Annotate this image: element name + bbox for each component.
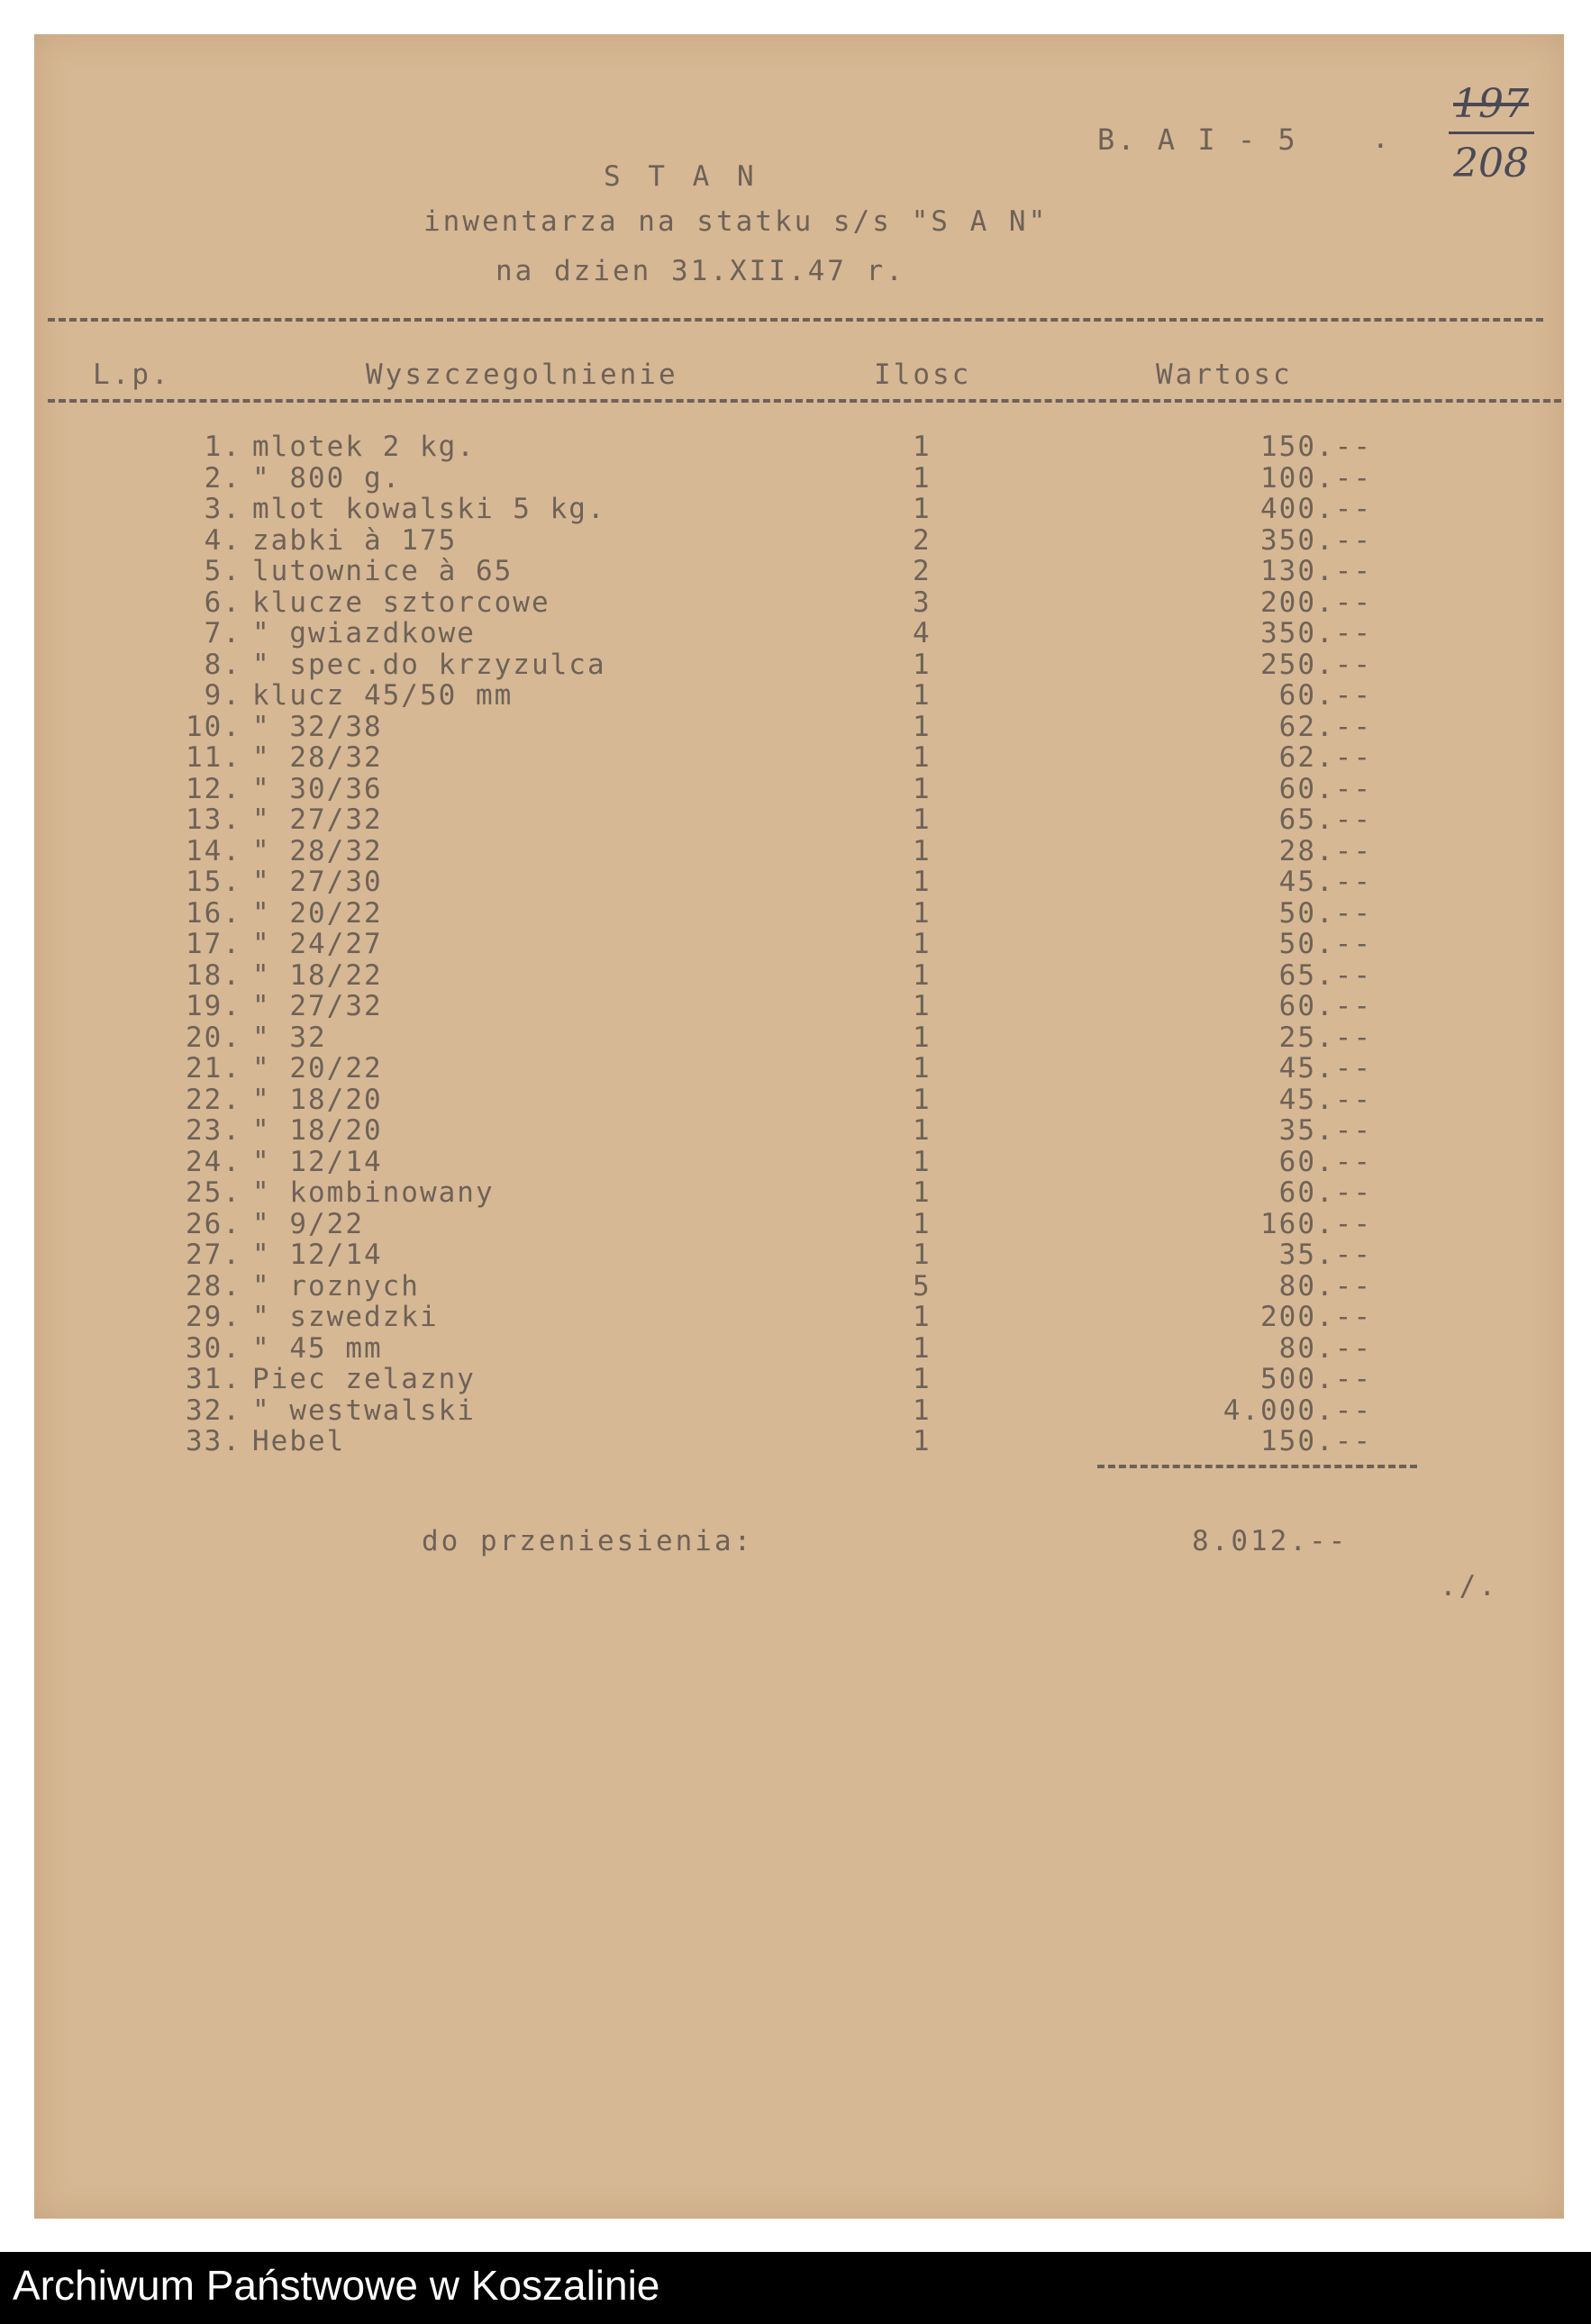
item-name: " 20/22 — [252, 1052, 383, 1085]
item-value: 60.-- — [1278, 772, 1372, 805]
item-quantity: 4 — [913, 617, 932, 649]
table-row — [34, 462, 1564, 493]
table-row — [34, 897, 1564, 928]
row-number: 3. — [204, 493, 241, 525]
table-row — [34, 1208, 1564, 1239]
item-name: " 18/22 — [252, 958, 383, 992]
item-quantity: 1 — [913, 1207, 932, 1240]
table-row — [34, 1270, 1564, 1301]
column-header-value: Wartosc — [1156, 359, 1293, 391]
header-rule-top — [48, 318, 1543, 322]
row-number: 23. — [186, 1114, 241, 1147]
item-value: 50.-- — [1278, 928, 1372, 960]
item-name: " 28/32 — [252, 741, 383, 774]
item-name: " roznych — [252, 1269, 420, 1303]
item-quantity: 1 — [913, 648, 932, 681]
item-quantity: 1 — [913, 834, 932, 867]
item-value: 50.-- — [1278, 896, 1372, 930]
row-number: 26. — [186, 1207, 241, 1240]
row-number: 10. — [186, 710, 241, 743]
table-row — [34, 649, 1564, 679]
item-quantity: 5 — [913, 1269, 932, 1303]
row-number: 7. — [204, 617, 241, 649]
table-row — [34, 617, 1564, 648]
item-quantity: 1 — [913, 1363, 932, 1395]
sum-rule — [1097, 1465, 1417, 1468]
item-quantity: 1 — [913, 1393, 932, 1427]
item-value: 350.-- — [1260, 523, 1372, 557]
item-name: mlot kowalski 5 kg. — [252, 493, 606, 525]
item-quantity: 3 — [913, 586, 932, 619]
item-quantity: 1 — [913, 1425, 932, 1457]
item-value: 350.-- — [1260, 617, 1372, 649]
row-number: 11. — [186, 741, 241, 774]
item-value: 100.-- — [1260, 461, 1372, 495]
carry-over-label: do przeniesienia: — [422, 1525, 754, 1557]
item-value: 62.-- — [1278, 710, 1372, 743]
item-quantity: 1 — [913, 772, 932, 805]
item-name: " 18/20 — [252, 1083, 383, 1116]
document-date: na dzien 31.XII.47 r. — [495, 255, 905, 287]
table-row — [34, 586, 1564, 617]
item-quantity: 1 — [913, 1301, 932, 1333]
item-quantity: 1 — [913, 710, 932, 743]
item-name: " 30/36 — [252, 772, 383, 805]
item-value: 200.-- — [1260, 586, 1372, 619]
archive-name: Archiwum Państwowe w Koszalinie — [13, 2262, 660, 2309]
item-name: " 24/27 — [252, 928, 383, 960]
table-row — [34, 555, 1564, 586]
item-quantity: 2 — [913, 523, 932, 557]
item-quantity: 1 — [913, 1114, 932, 1147]
table-row — [34, 679, 1564, 710]
item-value: 25.-- — [1278, 1021, 1372, 1054]
item-value: 500.-- — [1260, 1363, 1372, 1395]
table-row — [34, 711, 1564, 741]
header-rule-bottom — [48, 399, 1561, 403]
item-value: 60.-- — [1278, 1176, 1372, 1209]
document-page — [34, 34, 1564, 2219]
row-number: 24. — [186, 1145, 241, 1178]
item-name: " spec.do krzyzulca — [252, 648, 606, 681]
item-name: " 27/32 — [252, 990, 383, 1022]
item-quantity: 1 — [913, 1239, 932, 1271]
item-name: " westwalski — [252, 1393, 476, 1427]
archive-footer — [0, 2252, 1591, 2324]
item-name: " 32/38 — [252, 710, 383, 743]
item-value: 80.-- — [1278, 1331, 1372, 1365]
row-number: 9. — [204, 679, 241, 712]
row-number: 29. — [186, 1301, 241, 1333]
item-quantity: 1 — [913, 958, 932, 992]
item-quantity: 1 — [913, 1083, 932, 1116]
item-name: " kombinowany — [252, 1176, 495, 1209]
item-name: " 28/32 — [252, 834, 383, 867]
item-name: " 800 g. — [252, 461, 402, 495]
row-number: 17. — [186, 928, 241, 960]
row-number: 20. — [186, 1021, 241, 1054]
row-number: 16. — [186, 896, 241, 930]
item-quantity: 1 — [913, 1176, 932, 1209]
continuation-mark: ./. — [1440, 1570, 1498, 1602]
item-quantity: 1 — [913, 493, 932, 525]
item-name: " 12/14 — [252, 1145, 383, 1178]
item-quantity: 1 — [913, 1052, 932, 1085]
item-name: zabki à 175 — [252, 523, 458, 557]
item-value: 35.-- — [1278, 1114, 1372, 1147]
item-value: 250.-- — [1260, 648, 1372, 681]
table-row — [34, 493, 1564, 523]
item-name: " 18/20 — [252, 1114, 383, 1147]
item-name: mlotek 2 kg. — [252, 431, 476, 463]
item-value: 65.-- — [1278, 958, 1372, 992]
table-row — [34, 1425, 1564, 1456]
item-value: 80.-- — [1278, 1269, 1372, 1303]
table-row — [34, 1394, 1564, 1425]
item-value: 65.-- — [1278, 803, 1372, 836]
page-number-crossed: 197 — [1453, 81, 1529, 127]
carry-over-value: 8.012.-- — [1192, 1525, 1349, 1557]
table-row — [34, 773, 1564, 803]
table-row — [34, 866, 1564, 896]
item-value: 45.-- — [1278, 1052, 1372, 1085]
column-header-name: Wyszczegolnienie — [366, 359, 678, 391]
item-quantity: 1 — [913, 866, 932, 898]
row-number: 32. — [186, 1393, 241, 1427]
item-quantity: 1 — [913, 990, 932, 1022]
row-number: 28. — [186, 1269, 241, 1303]
item-value: 130.-- — [1260, 555, 1372, 587]
row-number: 31. — [186, 1363, 241, 1395]
table-row — [34, 431, 1564, 461]
row-number: 13. — [186, 803, 241, 836]
item-quantity: 1 — [913, 928, 932, 960]
item-name: lutownice à 65 — [252, 555, 514, 587]
column-header-qty: Ilosc — [874, 359, 972, 391]
row-number: 27. — [186, 1239, 241, 1271]
row-number: 18. — [186, 958, 241, 992]
item-value: 35.-- — [1278, 1239, 1372, 1271]
item-quantity: 1 — [913, 1145, 932, 1178]
item-quantity: 2 — [913, 555, 932, 587]
table-row — [34, 1114, 1564, 1145]
item-value: 28.-- — [1278, 834, 1372, 867]
item-name: klucz 45/50 mm — [252, 679, 514, 712]
document-title: S T A N — [604, 160, 759, 193]
item-quantity: 1 — [913, 803, 932, 836]
item-name: " 27/32 — [252, 803, 383, 836]
item-value: 4.000.-- — [1223, 1393, 1372, 1427]
reference-code: B. A I - 5 — [1097, 123, 1298, 157]
item-quantity: 1 — [913, 679, 932, 712]
item-value: 62.-- — [1278, 741, 1372, 774]
row-number: 14. — [186, 834, 241, 867]
row-number: 30. — [186, 1331, 241, 1365]
table-row — [34, 959, 1564, 990]
item-quantity: 1 — [913, 431, 932, 463]
item-quantity: 1 — [913, 741, 932, 774]
row-number: 2. — [204, 461, 241, 495]
table-row — [34, 1301, 1564, 1331]
item-name: Hebel — [252, 1425, 346, 1457]
row-number: 4. — [204, 523, 241, 557]
item-quantity: 1 — [913, 1331, 932, 1365]
item-name: klucze sztorcowe — [252, 586, 550, 619]
item-value: 150.-- — [1260, 431, 1372, 463]
item-name: " 20/22 — [252, 896, 383, 930]
row-number: 19. — [186, 990, 241, 1022]
table-row — [34, 928, 1564, 958]
item-quantity: 1 — [913, 1021, 932, 1054]
item-value: 45.-- — [1278, 866, 1372, 898]
table-row — [34, 803, 1564, 834]
row-number: 12. — [186, 772, 241, 805]
table-row — [34, 835, 1564, 866]
item-quantity: 1 — [913, 896, 932, 930]
table-row — [34, 1052, 1564, 1083]
item-name: " szwedzki — [252, 1301, 439, 1333]
document-subtitle: inwentarza na statku s/s "S A N" — [423, 205, 1049, 238]
page-number-divider — [1449, 132, 1534, 134]
row-number: 33. — [186, 1425, 241, 1457]
row-number: 5. — [204, 555, 241, 587]
dot-mark: . — [1372, 123, 1392, 155]
row-number: 22. — [186, 1083, 241, 1116]
item-name: " 32 — [252, 1021, 327, 1054]
table-row — [34, 524, 1564, 555]
table-row — [34, 1176, 1564, 1207]
table-row — [34, 1146, 1564, 1176]
item-value: 60.-- — [1278, 990, 1372, 1022]
item-value: 160.-- — [1260, 1207, 1372, 1240]
table-row — [34, 1239, 1564, 1269]
table-row — [34, 1332, 1564, 1363]
item-name: " 12/14 — [252, 1239, 383, 1271]
table-row — [34, 1021, 1564, 1052]
item-value: 200.-- — [1260, 1301, 1372, 1333]
table-row — [34, 990, 1564, 1021]
table-row — [34, 1363, 1564, 1393]
table-row — [34, 1084, 1564, 1114]
item-name: " 9/22 — [252, 1207, 364, 1240]
item-value: 45.-- — [1278, 1083, 1372, 1116]
row-number: 6. — [204, 586, 241, 619]
item-value: 400.-- — [1260, 493, 1372, 525]
table-row — [34, 741, 1564, 772]
item-quantity: 1 — [913, 461, 932, 495]
item-name: " gwiazdkowe — [252, 617, 476, 649]
item-value: 150.-- — [1260, 1425, 1372, 1457]
item-value: 60.-- — [1278, 1145, 1372, 1178]
row-number: 1. — [204, 431, 241, 463]
row-number: 15. — [186, 866, 241, 898]
row-number: 8. — [204, 648, 241, 681]
page-number: 208 — [1453, 141, 1529, 186]
item-name: " 45 mm — [252, 1331, 383, 1365]
row-number: 25. — [186, 1176, 241, 1209]
row-number: 21. — [186, 1052, 241, 1085]
item-name: " 27/30 — [252, 866, 383, 898]
item-value: 60.-- — [1278, 679, 1372, 712]
item-name: Piec zelazny — [252, 1363, 476, 1395]
column-header-no: L.p. — [93, 359, 171, 391]
